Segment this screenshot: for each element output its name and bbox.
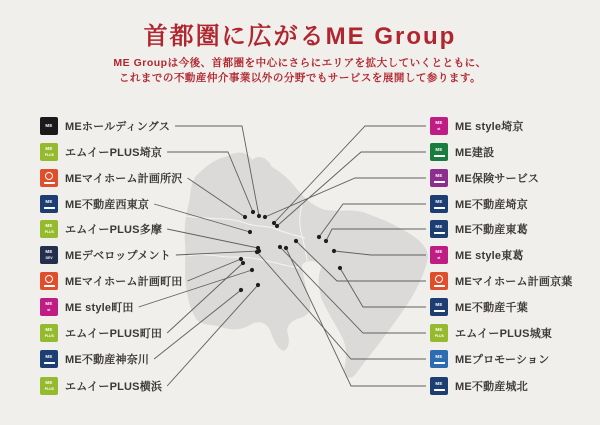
logo-bar <box>434 285 445 287</box>
logo-bar <box>434 155 445 157</box>
style-logo-icon <box>40 298 58 316</box>
company-label: ME不動産埼京 <box>455 199 528 211</box>
company-item-right-5 <box>430 220 528 238</box>
logo-text: ME <box>45 353 53 360</box>
logo-text: DEV <box>45 255 53 260</box>
logo-text: ME <box>45 122 53 129</box>
plus-logo-icon <box>40 324 58 342</box>
company-label: エムイーPLUS埼京 <box>65 147 163 159</box>
company-item-right-7 <box>430 272 572 290</box>
logo-text: ME <box>45 146 53 152</box>
company-label: MEマイホーム計画町田 <box>65 276 183 288</box>
company-item-left-9 <box>40 324 162 342</box>
subtitle-line-2: これまでの不動産仲介事業以外の分野でもサービスを展開して参ります。 <box>118 72 482 84</box>
company-item-left-1 <box>40 117 170 135</box>
company-label: ME不動産城北 <box>455 381 528 393</box>
company-item-right-11 <box>430 377 528 395</box>
logo-bar <box>44 362 55 364</box>
company-label: MEマイホーム計画京葉 <box>455 276 573 288</box>
company-item-right-10 <box>430 350 549 368</box>
logo-text: PLUS <box>44 333 54 338</box>
hoken-logo-icon <box>430 169 448 187</box>
company-label: MEホールディングス <box>65 121 171 133</box>
logo-text: ME <box>435 380 443 387</box>
logo-text: ME <box>435 146 443 153</box>
logo-text: ME <box>435 353 443 360</box>
logo-text: ME <box>45 249 53 255</box>
logo-bar <box>434 310 445 312</box>
logo-text: ME <box>45 380 53 386</box>
company-label: MEデベロップメント <box>65 250 171 262</box>
company-item-right-1 <box>430 117 524 135</box>
company-label: ME style東葛 <box>455 250 524 262</box>
company-label: ME style埼京 <box>455 121 524 133</box>
logo-bar <box>434 181 445 183</box>
logo-bar <box>44 182 55 184</box>
logo-bar <box>44 207 55 209</box>
logo-bar <box>434 232 445 234</box>
company-label: ME不動産神奈川 <box>65 354 150 366</box>
company-item-left-6 <box>40 246 171 264</box>
style-logo-icon <box>430 246 448 264</box>
logo-text: PLUS <box>434 333 444 338</box>
logo-text: ME <box>45 327 53 333</box>
logo-bar <box>434 362 445 364</box>
logo-text: st <box>437 126 441 131</box>
company-label: ME不動産千葉 <box>455 302 528 314</box>
logo-text: st <box>47 307 51 312</box>
plus-logo-icon <box>40 377 58 395</box>
myhome-logo-icon <box>40 169 58 187</box>
fudosan-logo-icon <box>430 220 448 238</box>
kensetsu-logo-icon <box>430 143 448 161</box>
myhome-logo-icon <box>430 272 448 290</box>
ring-glyph <box>45 275 53 283</box>
plus-logo-icon <box>40 220 58 238</box>
company-label: エムイーPLUS多摩 <box>65 224 163 236</box>
company-label: エムイーPLUS城東 <box>455 328 553 340</box>
fudosan-logo-icon <box>430 298 448 316</box>
ring-glyph <box>435 275 443 283</box>
promotion-logo-icon <box>430 350 448 368</box>
logo-text: ME <box>45 301 53 307</box>
company-item-left-10 <box>40 350 149 368</box>
plus-logo-icon <box>40 143 58 161</box>
logo-text: ME <box>435 172 443 179</box>
logo-text: ME <box>435 120 443 126</box>
company-item-right-4 <box>430 195 528 213</box>
company-item-left-8 <box>40 298 134 316</box>
myhome-logo-icon <box>40 272 58 290</box>
logo-text: PLUS <box>44 229 54 234</box>
fudosan-logo-icon <box>40 350 58 368</box>
company-label: ME不動産西東京 <box>65 199 150 211</box>
company-label: エムイーPLUS町田 <box>65 328 163 340</box>
fudosan-logo-icon <box>430 195 448 213</box>
company-label: ME style町田 <box>65 302 134 314</box>
company-item-left-2 <box>40 143 162 161</box>
fudosan-logo-icon <box>40 195 58 213</box>
company-label: MEプロモーション <box>455 354 550 366</box>
logo-text: ME <box>45 223 53 229</box>
company-label: ME不動産東葛 <box>455 224 528 236</box>
company-item-left-11 <box>40 377 162 395</box>
company-item-left-3 <box>40 169 182 187</box>
company-label: ME保険サービス <box>455 173 540 185</box>
logo-text: ME <box>435 249 443 255</box>
ring-glyph <box>45 172 53 180</box>
subtitle-line-1: ME Groupは今後、首都圏を中心にさらにエリアを拡大していくとともに、 <box>113 57 487 69</box>
logo-bar <box>44 285 55 287</box>
company-item-right-6 <box>430 246 524 264</box>
logo-bar <box>434 389 445 391</box>
fudosan-logo-icon <box>430 377 448 395</box>
page-title: 首都圏に広がるME Group <box>143 23 457 50</box>
company-item-left-4 <box>40 195 149 213</box>
logo-text: st <box>437 255 441 260</box>
logo-text: ME <box>435 223 443 230</box>
logo-text: ME <box>435 327 443 333</box>
develop-logo-icon <box>40 246 58 264</box>
logo-bar <box>434 207 445 209</box>
logo-text: PLUS <box>44 386 54 391</box>
logo-text: ME <box>435 301 443 308</box>
company-label: エムイーPLUS横浜 <box>65 381 163 393</box>
company-label: ME建設 <box>455 147 495 159</box>
plus-logo-icon <box>430 324 448 342</box>
logo-text: ME <box>45 198 53 205</box>
company-label: MEマイホーム計画所沢 <box>65 173 183 185</box>
company-item-left-5 <box>40 220 162 238</box>
logo-text: PLUS <box>44 152 54 157</box>
company-item-right-3 <box>430 169 539 187</box>
style-logo-icon <box>430 117 448 135</box>
company-item-right-9 <box>430 324 552 342</box>
company-item-left-7 <box>40 272 182 290</box>
logo-text: ME <box>435 198 443 205</box>
company-item-right-8 <box>430 298 528 316</box>
holdings-logo-icon <box>40 117 58 135</box>
company-item-right-2 <box>430 143 494 161</box>
